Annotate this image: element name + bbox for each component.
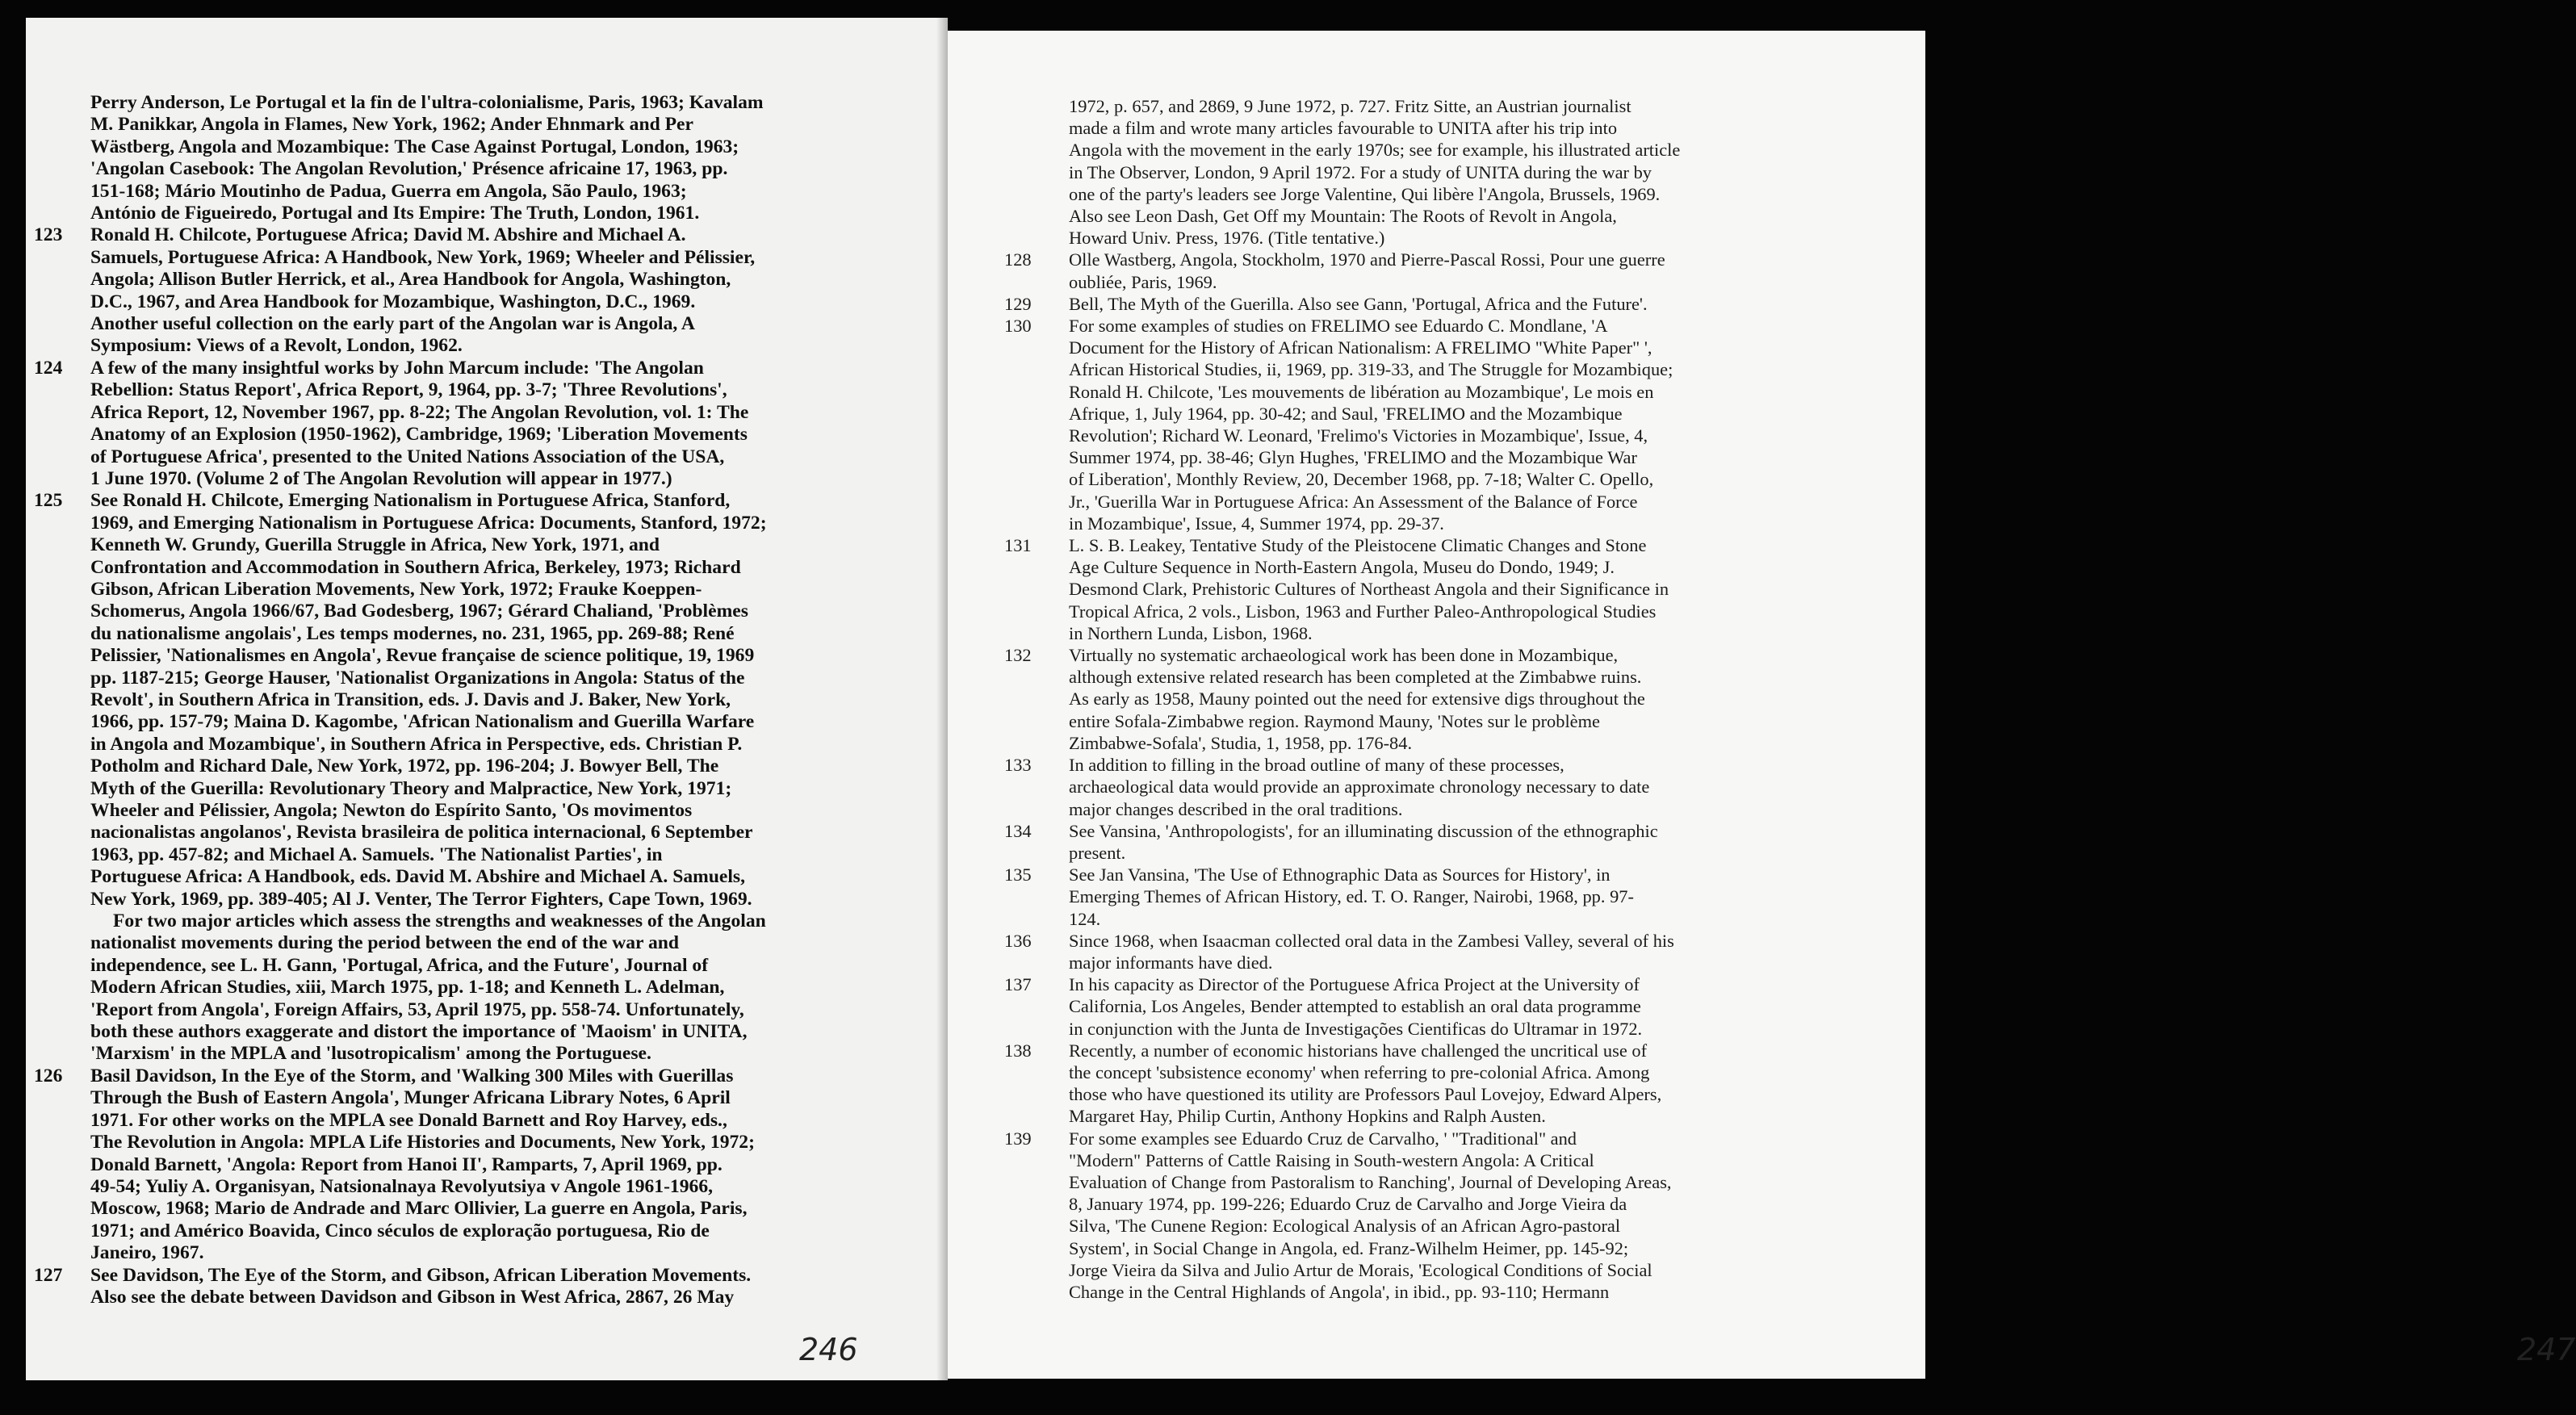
- endnote-135: [1004, 864, 1868, 930]
- note-text: See Vansina, 'Anthropologists', for an illuminating discussion of the ethnographic present.: [1069, 820, 1658, 863]
- endnote-125: [34, 490, 926, 1065]
- right-notes-column: [1004, 95, 1868, 1303]
- page-number: 246: [799, 1332, 858, 1367]
- note-number: 131: [1004, 535, 1032, 556]
- note-number: 129: [1004, 293, 1032, 314]
- endnote-136: [1004, 930, 1868, 973]
- note-text: Ronald H. Chilcote, Portuguese Africa; David M. Abshire and Michael A. Samuels, Portuguese Africa: A Handbook, New York, 1969; Wheeler and Pélissier, Angola; Allison Butler Herrick, et al., Area Handbook for Angola, Washington, D.C., 1967, and Area Handbook for Mozambique, Washington, D.C., 1969. Another useful collection on the early part of the Angolan war is Angola, A Symposium: Views of a Revolt, London, 1962.: [90, 224, 756, 357]
- note-text: Bell, The Myth of the Guerilla. Also see Gann, 'Portugal, Africa and the Future'.: [1069, 293, 1648, 314]
- note-text: Recently, a number of economic historians have challenged the uncritical use of the concept 'subsistence economy' when referring to pre-colonial Africa. Among those who have questioned its utility are Professors Paul Lovejoy, Edward Alpers, Margaret Hay, Philip Curtin, Anthony Hopkins and Ralph Austen.: [1069, 1040, 1662, 1127]
- endnote-139: [1004, 1128, 1868, 1304]
- note-number: 124: [34, 357, 63, 379]
- note-text: Since 1968, when Isaacman collected oral data in the Zambesi Valley, several of his major informants have died.: [1069, 930, 1674, 973]
- note-text: In addition to filling in the broad outline of many of these processes, archaeological data would provide an approximate chronology necessary to date major changes described in the oral traditions.: [1069, 755, 1650, 819]
- endnote-137: [1004, 973, 1868, 1040]
- note-text: See Davidson, The Eye of the Storm, and Gibson, African Liberation Movements. Also see the debate between Davidson and Gibson in West Africa, 2867, 26 May: [90, 1264, 752, 1308]
- note-text: A few of the many insightful works by John Marcum include: 'The Angolan Rebellion: Status Report', Africa Report, 9, 1964, pp. 3-7; 'Three Revolutions', Africa Report, 12, November 1967, pp. 8-22; The Angolan Revolution, vol. 1: The Anatomy of an Explosion (1950-1962), Cambridge, 1969; 'Liberation Movements of Portuguese Africa', presented to the United Nations Association of the USA, 1 June 1970. (Volume 2 of The Angolan Revolution will appear in 1977.): [90, 357, 749, 489]
- note-number: 135: [1004, 864, 1032, 885]
- endnote: [90, 92, 926, 224]
- page-number: 247: [2517, 1332, 2576, 1367]
- note-number: 133: [1004, 755, 1032, 776]
- endnote-138: [1004, 1040, 1868, 1128]
- note-text: Olle Wastberg, Angola, Stockholm, 1970 and Pierre-Pascal Rossi, Pour une guerre oubliée, Paris, 1969.: [1069, 249, 1665, 292]
- note-text: 1972, p. 657, and 2869, 9 June 1972, p. 727. Fritz Sitte, an Austrian journalist made a film and wrote many articles favourable to UNITA after his trip into Angola with the movement in the early 1970s; see for example, his illustrated article in The Observer, London, 9 April 1972. For a study of UNITA during the war by one of the party's leaders see Jorge Valentine, Qui libère l'Angola, Brussels, 1969. Also see Leon Dash, Get Off my Mountain: The Roots of Revolt in Angola, Howard Univ. Press, 1976. (Title tentative.): [1069, 96, 1681, 249]
- page-edge-shadow: [936, 18, 948, 1380]
- endnote-130: [1004, 315, 1868, 534]
- note-number: 130: [1004, 316, 1032, 337]
- endnote-134: [1004, 820, 1868, 864]
- right-page: [948, 31, 2576, 1379]
- note-text: For some examples see Eduardo Cruz de Carvalho, ' "Traditional" and "Modern" Patterns of Cattle Raising in South-western Angola: A Critical Evaluation of Change from Pastoralism to Ranching', Journal of Developing Areas, 8, January 1974, pp. 199-226; Eduardo Cruz de Carvalho and Jorge Vieira da Silva, 'The Cunene Region: Ecological Analysis of an African Agro-pastoral System', in Social Change in Angola, ed. Franz-Wilhelm Heimer, pp. 145-92; Jorge Vieira da Silva and Julio Artur de Morais, 'Ecological Conditions of Social Change in the Central Highlands of Angola', in ibid., pp. 93-110; Hermann: [1069, 1128, 1672, 1302]
- note-number: 136: [1004, 930, 1032, 951]
- note-text: See Ronald H. Chilcote, Emerging Nationalism in Portuguese Africa, Stanford, 1969, and Emerging Nationalism in Portuguese Africa: Documents, Stanford, 1972; Kenneth W. Grundy, Guerilla Struggle in Africa, New York, 1971, and Confrontation and Accommodation in Southern Africa, Berkeley, 1973; Richard Gibson, African Liberation Movements, New York, 1972; Frauke Koeppen- Schomerus, Angola 1966/67, Bad Godesberg, 1967; Gérard Chaliand, 'Problèmes du nationalisme angolais', Les temps modernes, no. 231, 1965, pp. 269-88; René Pelissier, 'Nationalismes en Angola', Revue française de science politique, 19, 1969 pp. 1187-215; George Hauser, 'Nationalist Organizations in Angola: Status of the Revolt', in Southern Africa in Transition, eds. J. Davis and J. Baker, New York, 1966, pp. 157-79; Maina D. Kagombe, 'African Nationalism and Guerilla Warfare in Angola and Mozambique', in Southern Africa in Perspective, eds. Christian P. Potholm and Richard Dale, New York, 1972, pp. 196-204; J. Bowyer Bell, The Myth of the Guerilla: Revolutionary Theory and Malpractice, New York, 1971; Wheeler and Pélissier, Angola; Newton do Espírito Santo, 'Os movimentos nacionalistas angolanos', Revista brasileira de politica internacional, 6 September 1963, pp. 457-82; and Michael A. Samuels. 'The Nationalist Parties', in Portuguese Africa: A Handbook, eds. David M. Abshire and Michael A. Samuels, New York, 1969, pp. 389-405; Al J. Venter, The Terror Fighters, Cape Town, 1969.: [90, 490, 767, 910]
- note-number: 137: [1004, 974, 1032, 995]
- note-text: See Jan Vansina, 'The Use of Ethnographic Data as Sources for History', in Emerging Themes of African History, ed. T. O. Ranger, Nairobi, 1968, pp. 97- 124.: [1069, 864, 1634, 929]
- note-text: For some examples of studies on FRELIMO see Eduardo C. Mondlane, 'A Document for the History of African Nationalism: A FRELIMO "White Paper" ', African Historical Studies, ii, 1969, pp. 319-33, and The Struggle for Mozambique; Ronald H. Chilcote, 'Les mouvements de libération au Mozambique', Le mois en Afrique, 1, July 1964, pp. 30-42; and Saul, 'FRELIMO and the Mozambique Revolution'; Richard W. Leonard, 'Frelimo's Victories in Mozambique', Issue, 4, Summer 1974, pp. 38-46; Glyn Hughes, 'FRELIMO and the Mozambique War of Liberation', Monthly Review, 20, December 1968, pp. 7-18; Walter C. Opello, Jr., 'Guerilla War in Portuguese Africa: An Assessment of the Balance of Force in Mozambique', Issue, 4, Summer 1974, pp. 29-37.: [1069, 316, 1673, 534]
- note-number: 125: [34, 490, 63, 512]
- endnote-124: [34, 357, 926, 490]
- note-number: 139: [1004, 1128, 1032, 1149]
- endnote-126: [34, 1065, 926, 1265]
- note-text: Virtually no systematic archaeological work has been done in Mozambique, although extensive related research has been completed at the Zimbabwe ruins. As early as 1958, Mauny pointed out the need for extensive digs throughout the entire Sofala-Zimbabwe region. Raymond Mauny, 'Notes sur le problème Zimbabwe-Sofala', Studia, 1, 1958, pp. 176-84.: [1069, 645, 1645, 753]
- note-number: 123: [34, 224, 63, 246]
- endnote-129: [1004, 293, 1868, 315]
- note-number: 134: [1004, 820, 1032, 841]
- note-text: In his capacity as Director of the Portuguese Africa Project at the University of California, Los Angeles, Bender attempted to establish an oral data programme in conjunction with the Junta de Investigações Cientificas do Ultramar in 1972.: [1069, 974, 1643, 1039]
- endnote-127: [34, 1264, 926, 1309]
- endnote-128: [1004, 249, 1868, 292]
- endnote-123: [34, 224, 926, 357]
- note-text: Perry Anderson, Le Portugal et la fin de l'ultra-colonialisme, Paris, 1963; Kavalam M. Panikkar, Angola in Flames, New York, 1962; Ander Ehnmark and Per Wästberg, Angola and Mozambique: The Case Against Portugal, London, 1963; 'Angolan Casebook: The Angolan Revolution,' Présence africaine 17, 1963, pp. 151-168; Mário Moutinho de Padua, Guerra em Angola, São Paulo, 1963; António de Figueiredo, Portugal and Its Empire: The Truth, London, 1961.: [90, 92, 764, 224]
- endnote-132: [1004, 644, 1868, 754]
- endnote-133: [1004, 754, 1868, 820]
- left-page: [26, 18, 948, 1380]
- note-number: 132: [1004, 645, 1032, 666]
- note-text: Basil Davidson, In the Eye of the Storm, and 'Walking 300 Miles with Guerillas Through the Bush of Eastern Angola', Munger Africana Library Notes, 6 April 1971. For other works on the MPLA see Donald Barnett and Roy Harvey, eds., The Revolution in Angola: MPLA Life Histories and Documents, New York, 1972; Donald Barnett, 'Angola: Report from Hanoi II', Ramparts, 7, April 1969, pp. 49-54; Yuliy A. Organisyan, Natsionalnaya Revolyutsiya v Angole 1961-1966, Moscow, 1968; Mario de Andrade and Marc Ollivier, La guerre en Angola, Paris, 1971; and Américo Boavida, Cinco séculos de exploração portuguesa, Rio de Janeiro, 1967.: [90, 1065, 755, 1264]
- note-number: 138: [1004, 1040, 1032, 1061]
- note-paragraph: For two major articles which assess the strengths and weaknesses of the Angolan nationalist movements during the period between the end of the war and independence, see L. H. Gann, 'Portugal, Africa, and the Future', Journal of Modern African Studies, xiii, March 1975, pp. 1-18; and Kenneth L. Adelman, 'Report from Angola', Foreign Affairs, 53, April 1975, pp. 558-74. Unfortunately, both these authors exaggerate and distort the importance of 'Maoism' in UNITA, 'Marxism' in the MPLA and 'lusotropicalism' among the Portuguese.: [90, 911, 766, 1065]
- note-text: L. S. B. Leakey, Tentative Study of the Pleistocene Climatic Changes and Stone Age Culture Sequence in North-Eastern Angola, Museu do Dondo, 1949; J. Desmond Clark, Prehistoric Cultures of Northeast Angola and their Significance in Tropical Africa, 2 vols., Lisbon, 1963 and Further Paleo-Anthropological Studies in Northern Lunda, Lisbon, 1968.: [1069, 535, 1669, 643]
- endnote: [1069, 95, 1868, 249]
- left-notes-column: [34, 92, 926, 1308]
- note-number: 128: [1004, 249, 1032, 270]
- note-number: 126: [34, 1065, 63, 1086]
- note-number: 127: [34, 1264, 63, 1286]
- endnote-131: [1004, 534, 1868, 644]
